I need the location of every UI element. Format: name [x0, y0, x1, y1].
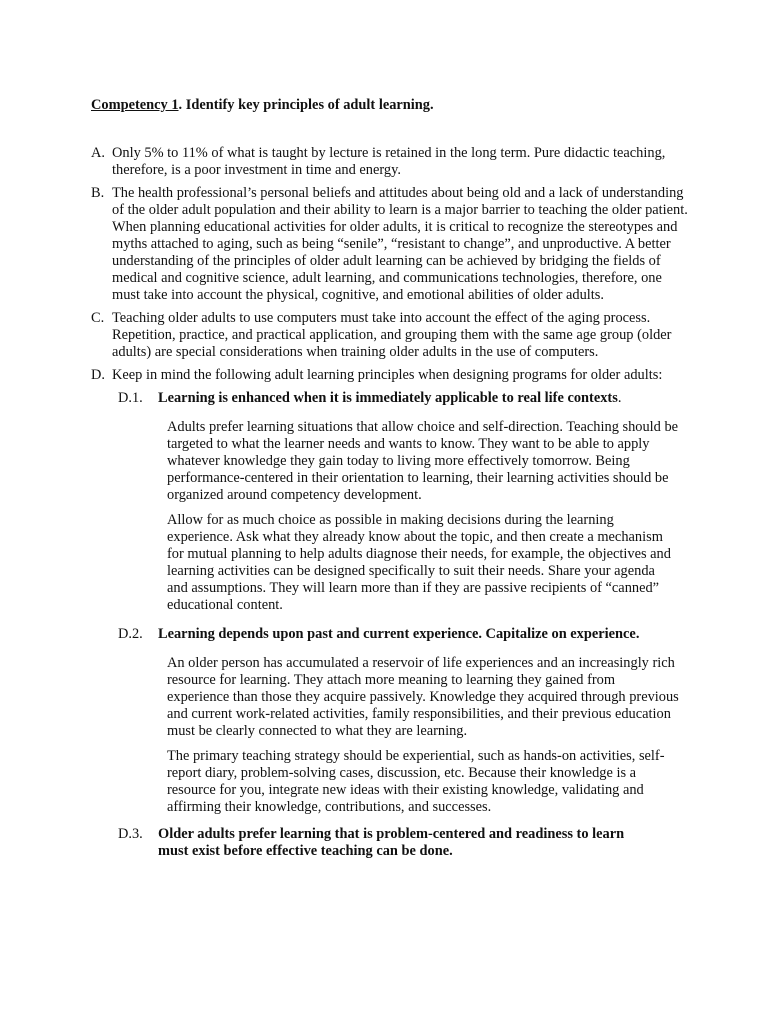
paragraph: Adults prefer learning situations that allow choice and self-direction. Teaching should be targeted to what the learner needs and wants to know. They want to be able to apply whatever knowledge they gain today to living more effectively tomorrow. Being performance-centered in their orientation to learning, their learning activities should be organized around competency development. [167, 419, 679, 503]
item-letter: A. [91, 145, 105, 161]
item-letter: B. [91, 185, 105, 201]
list-item-b [91, 185, 691, 304]
competency-heading [91, 97, 434, 114]
list-item-a [91, 145, 691, 179]
principles-list [91, 145, 691, 860]
subsection-title: Learning is enhanced when it is immediately applicable to real life contexts. [158, 390, 622, 406]
item-text: Keep in mind the following adult learning principles when designing programs for older adults: [112, 367, 663, 383]
subsection-d1 [118, 390, 691, 614]
item-text: Only 5% to 11% of what is taught by lecture is retained in the long term. Pure didactic teaching, therefore, is a poor investment in time and energy. [112, 145, 666, 178]
paragraph: The primary teaching strategy should be experiential, such as hands-on activities, self-report diary, problem-solving cases, discussion, etc. Because their knowledge is a resource for you, integrate new ideas with their existing knowledge, validating and affirming their knowledge, contributions, and successes. [167, 748, 665, 815]
list-item-d [91, 367, 691, 384]
paragraph: Allow for as much choice as possible in making decisions during the learning experience. Ask what they already know about the topic, and then create a mechanism for mutual planning to help adults diagnose their needs, for example, the objectives and learning activities can be designed specifically to suit their needs. Share your agenda and assumptions. They will learn more than if they are passive recipients of “canned” educational content. [167, 512, 671, 613]
competency-label: Competency 1 [91, 97, 179, 113]
subsection-number: D.2. [118, 626, 143, 642]
subsection-title: Learning depends upon past and current experience. Capitalize on experience. [158, 626, 640, 642]
subsection-d3 [118, 826, 691, 860]
subsection-d2 [118, 626, 691, 816]
paragraph: An older person has accumulated a reservoir of life experiences and an increasingly rich resource for learning. They attach more meaning to learning they gained from experience than those they acquire passively. Knowledge they acquired through previous and current work-related activities, family responsibilities, and their previous education must be clearly connected to what they are learning. [167, 655, 679, 739]
item-text: Teaching older adults to use computers must take into account the effect of the aging process. Repetition, practice, and practical application, and grouping them with the same age group (older adults) are special considerations when training older adults in the use of computers. [112, 310, 672, 360]
subsection-title: Older adults prefer learning that is problem-centered and readiness to learn must exist before effective teaching can be done. [158, 826, 625, 859]
competency-title: . Identify key principles of adult learning. [178, 97, 434, 113]
item-text: The health professional’s personal beliefs and attitudes about being old and a lack of understanding of the older adult population and their ability to learn is a major barrier to teaching the older patient. When planning educational activities for older adults, it is critical to recognize the stereotypes and myths attached to aging, such as being “senile”, “resistant to change”, and unproductive. A better understanding of the principles of older adult learning can be achieved by bridging the fields of medical and cognitive science, adult learning, and communications technologies, therefore, one must take into account the physical, cognitive, and emotional abilities of older adults. [112, 185, 688, 303]
subsection-number: D.1. [118, 390, 143, 406]
item-letter: D. [91, 367, 105, 383]
item-letter: C. [91, 310, 105, 326]
list-item-c [91, 310, 691, 361]
subsection-number: D.3. [118, 826, 143, 842]
